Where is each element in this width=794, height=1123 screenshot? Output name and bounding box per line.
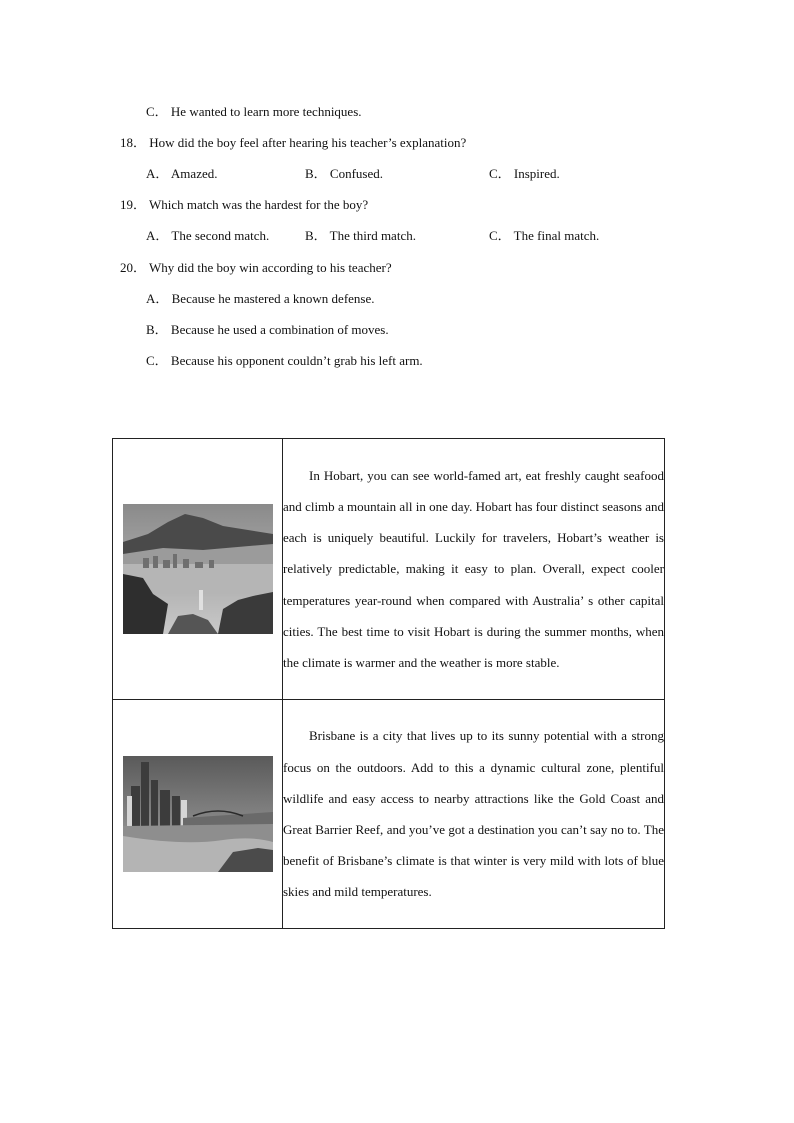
brisbane-photo-icon <box>123 756 273 872</box>
q18-option-a: A． Amazed. <box>146 166 218 181</box>
q19-option-a: A． The second match. <box>146 228 270 243</box>
hobart-image-cell <box>113 439 283 700</box>
hobart-text-cell <box>283 439 665 700</box>
q20-stem: 20． Why did the boy win according to his teacher? <box>120 260 392 275</box>
destination-row-hobart <box>113 439 665 700</box>
q20-option-a: A． Because he mastered a known defense. <box>146 291 375 306</box>
brisbane-description: Brisbane is a city that lives up to its sunny potential with a strong focus on the outdoors. Add to this a dynamic cultural zone, plentiful wildlife and easy access to nearby attractions like the Gold Coast and Great Barrier Reef, and you’ve got a destination you can’t say no to. The benefit of Brisbane’s climate is that winter is very mild with lots of blue skies and mild temperatures. <box>283 728 664 900</box>
q20-option-b: B． Because he used a combination of moves. <box>146 322 389 337</box>
q18-option-b: B． Confused. <box>305 166 384 181</box>
q19-option-b: B． The third match. <box>305 228 416 243</box>
q17-option-c: C． He wanted to learn more techniques. <box>146 104 362 119</box>
q18-option-c: C． Inspired. <box>489 166 560 181</box>
q20-option-c: C． Because his opponent couldn’t grab his left arm. <box>146 353 423 368</box>
brisbane-image-cell <box>113 700 283 929</box>
q19-stem: 19． Which match was the hardest for the boy? <box>120 197 369 212</box>
q18-stem: 18． How did the boy feel after hearing his teacher’s explanation? <box>120 135 467 150</box>
q19-option-c: C． The final match. <box>489 228 600 243</box>
hobart-photo-icon <box>123 504 273 634</box>
brisbane-text-cell <box>283 700 665 929</box>
destinations-table <box>112 438 665 929</box>
hobart-description: In Hobart, you can see world-famed art, eat freshly caught seafood and climb a mountain all in one day. Hobart has four distinct seasons and each is uniquely beautiful. Luckily for travelers, Hobart’s weather is relatively predictable, making it easy to plan. Overall, expect cooler temperatures year-round when compared with Australia’ s other capital cities. The best time to visit Hobart is during the summer months, when the climate is warmer and the weather is more stable. <box>283 467 664 670</box>
destination-row-brisbane <box>113 700 665 929</box>
